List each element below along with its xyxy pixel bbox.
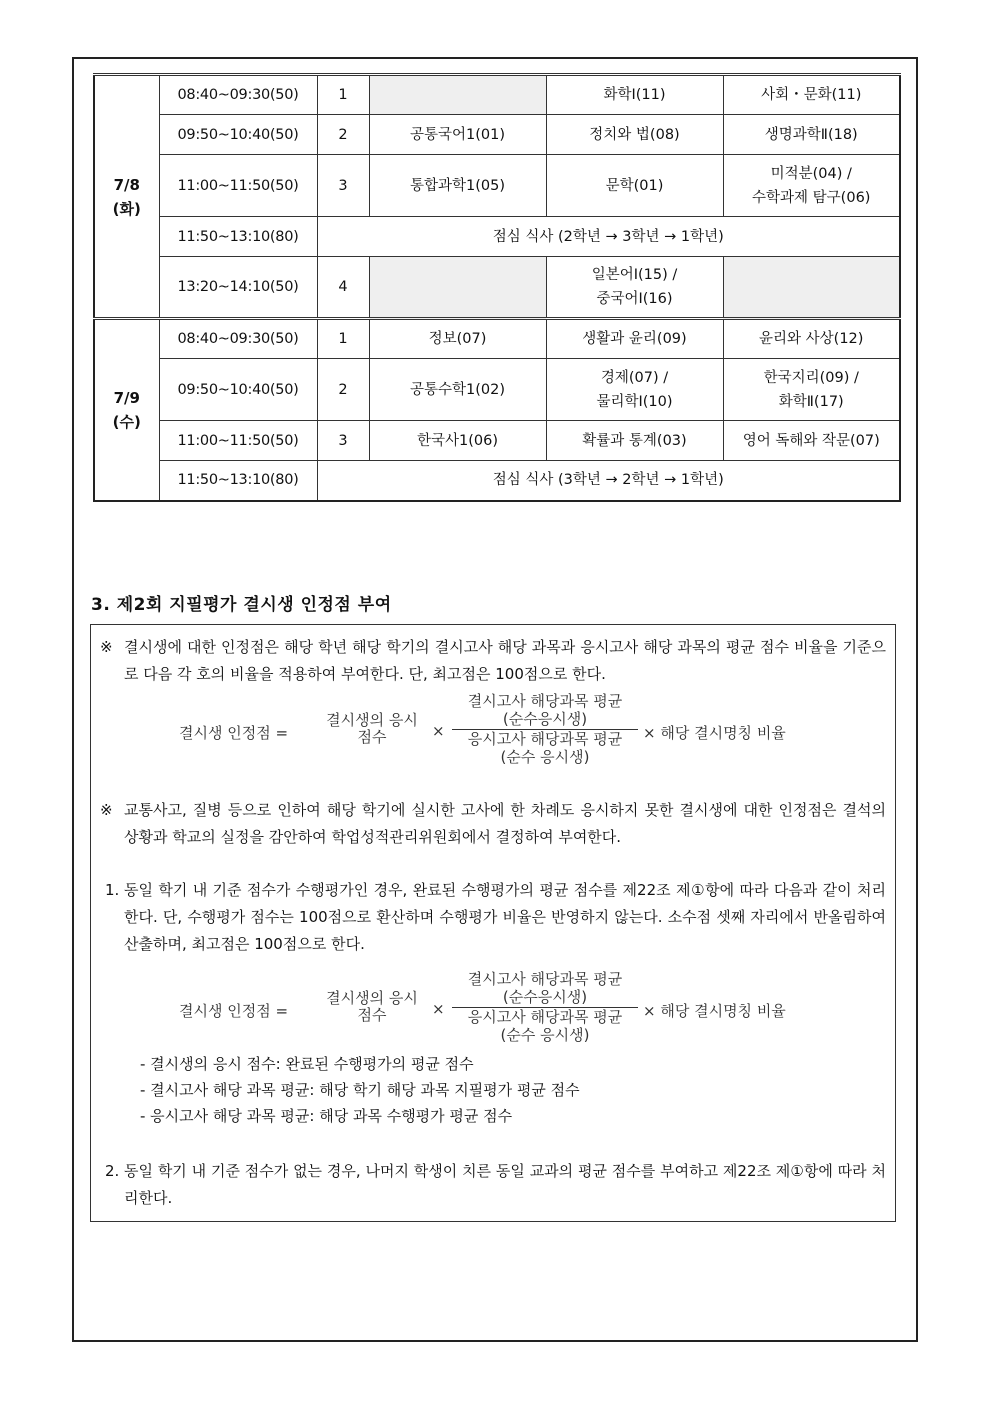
subject-cell: 통합과학1(05) — [369, 155, 546, 217]
formula-score: 결시생의 응시 점수 — [326, 711, 418, 746]
list-item: - 결시고사 해당 과목 평균: 해당 학기 해당 과목 지필평가 평균 점수 — [140, 1081, 580, 1099]
empty-cell — [369, 257, 546, 319]
subject-cell: 화학Ⅰ(11) — [546, 75, 723, 115]
subject-cell: 생활과 윤리(09) — [546, 319, 723, 359]
subject-cell: 윤리와 사상(12) — [723, 319, 900, 359]
time-cell: 11:00~11:50(50) — [159, 421, 317, 461]
time-cell: 11:00~11:50(50) — [159, 155, 317, 217]
note-2 — [100, 797, 886, 851]
subject-cell: 확률과 통계(03) — [546, 421, 723, 461]
multiply-icon: × — [432, 722, 445, 740]
item-2-text: 동일 학기 내 기준 점수가 없는 경우, 나머지 학생이 치른 동일 교과의 평균 점수를 부여하고 제22조 제①항에 따라 처리한다. — [124, 1162, 886, 1207]
item-number: 2. — [105, 1162, 120, 1180]
time-cell: 09:50~10:40(50) — [159, 115, 317, 155]
note-2-text: 교통사고, 질병 등으로 인하여 해당 학기에 실시한 고사에 한 차례도 응시하지 못한 결시생에 대한 인정점은 결석의 상황과 학교의 실정을 감안하여 학업성적관리위원회에서 결정하여 부여한다. — [124, 801, 886, 846]
period-cell: 1 — [317, 319, 369, 359]
reference-mark-icon: ※ — [100, 638, 113, 656]
empty-cell — [723, 257, 900, 319]
exam-schedule-table — [93, 73, 901, 502]
subject-cell: 공통수학1(02) — [369, 359, 546, 421]
formula-tail: × 해당 결시명칭 비율 — [643, 1002, 786, 1020]
subject-cell: 영어 독해와 작문(07) — [723, 421, 900, 461]
period-cell: 3 — [317, 155, 369, 217]
time-cell: 13:20~14:10(50) — [159, 257, 317, 319]
subject-cell: 사회・문화(11) — [723, 75, 900, 115]
note-1-text: 결시생에 대한 인정점은 해당 학년 해당 학기의 결시고사 해당 과목과 응시고사 해당 과목의 평균 점수 비율을 기준으로 다음 각 호의 비율을 적용하여 부여한다. 단, 최고점은 100점으로 한다. — [124, 638, 886, 683]
time-cell: 11:50~13:10(80) — [159, 217, 317, 257]
lunch-cell: 점심 식사 (2학년 → 3학년 → 1학년) — [317, 217, 900, 257]
subject-cell: 문학(01) — [546, 155, 723, 217]
table-row — [94, 359, 900, 421]
formula-1 — [0, 692, 992, 772]
subject-cell: 공통국어1(01) — [369, 115, 546, 155]
period-cell: 1 — [317, 75, 369, 115]
subject-cell: 한국지리(09) / 화학Ⅱ(17) — [723, 359, 900, 421]
table-row — [94, 217, 900, 257]
table-row — [94, 257, 900, 319]
subject-cell: 경제(07) / 물리학Ⅰ(10) — [546, 359, 723, 421]
note-1 — [100, 634, 886, 688]
item-number: 1. — [105, 881, 120, 899]
formula-lhs: 결시생 인정점 = — [179, 1002, 289, 1020]
formula-score: 결시생의 응시 점수 — [326, 989, 418, 1024]
subject-cell: 한국사1(06) — [369, 421, 546, 461]
date-cell: 7/8 (화) — [94, 75, 159, 319]
table-row — [94, 461, 900, 501]
formula-ratio: 결시고사 해당과목 평균 (순수응시생) 응시고사 해당과목 평균 (순수 응시생) — [452, 692, 638, 766]
table-row — [94, 155, 900, 217]
period-cell: 2 — [317, 115, 369, 155]
formula-lhs: 결시생 인정점 = — [179, 724, 289, 742]
formula-ratio: 결시고사 해당과목 평균 (순수응시생) 응시고사 해당과목 평균 (순수 응시생) — [452, 970, 638, 1044]
item-1-text: 동일 학기 내 기준 점수가 수행평가인 경우, 완료된 수행평가의 평균 점수를 제22조 제①항에 따라 다음과 같이 처리한다. 단, 수행평가 점수는 100점으로 환산하며 수행평가 비율은 반영하지 않는다. 소수점 셋째 자리에서 반올림하여 산출하며, 최고점은 100점으로 한다. — [124, 881, 886, 953]
time-cell: 09:50~10:40(50) — [159, 359, 317, 421]
item-2 — [105, 1158, 886, 1212]
table-row — [94, 75, 900, 115]
reference-mark-icon: ※ — [100, 801, 113, 819]
subject-cell: 생명과학Ⅱ(18) — [723, 115, 900, 155]
subject-cell: 정보(07) — [369, 319, 546, 359]
date-cell: 7/9 (수) — [94, 319, 159, 501]
period-cell: 3 — [317, 421, 369, 461]
empty-cell — [369, 75, 546, 115]
time-cell: 08:40~09:30(50) — [159, 319, 317, 359]
formula-2 — [0, 970, 992, 1050]
formula-tail: × 해당 결시명칭 비율 — [643, 724, 786, 742]
table-row — [94, 115, 900, 155]
period-cell: 4 — [317, 257, 369, 319]
item-1 — [105, 877, 886, 958]
subject-cell: 정치와 법(08) — [546, 115, 723, 155]
table-row — [94, 319, 900, 359]
list-item: - 응시고사 해당 과목 평균: 해당 과목 수행평가 평균 점수 — [140, 1107, 513, 1125]
list-item: - 결시생의 응시 점수: 완료된 수행평가의 평균 점수 — [140, 1055, 474, 1073]
section-title: 3. 제2회 지필평가 결시생 인정점 부여 — [91, 595, 392, 615]
multiply-icon: × — [432, 1000, 445, 1018]
period-cell: 2 — [317, 359, 369, 421]
definition-list — [140, 1051, 580, 1129]
time-cell: 08:40~09:30(50) — [159, 75, 317, 115]
subject-cell: 미적분(04) / 수학과제 탐구(06) — [723, 155, 900, 217]
subject-cell: 일본어Ⅰ(15) / 중국어Ⅰ(16) — [546, 257, 723, 319]
table-row — [94, 421, 900, 461]
lunch-cell: 점심 식사 (3학년 → 2학년 → 1학년) — [317, 461, 900, 501]
time-cell: 11:50~13:10(80) — [159, 461, 317, 501]
